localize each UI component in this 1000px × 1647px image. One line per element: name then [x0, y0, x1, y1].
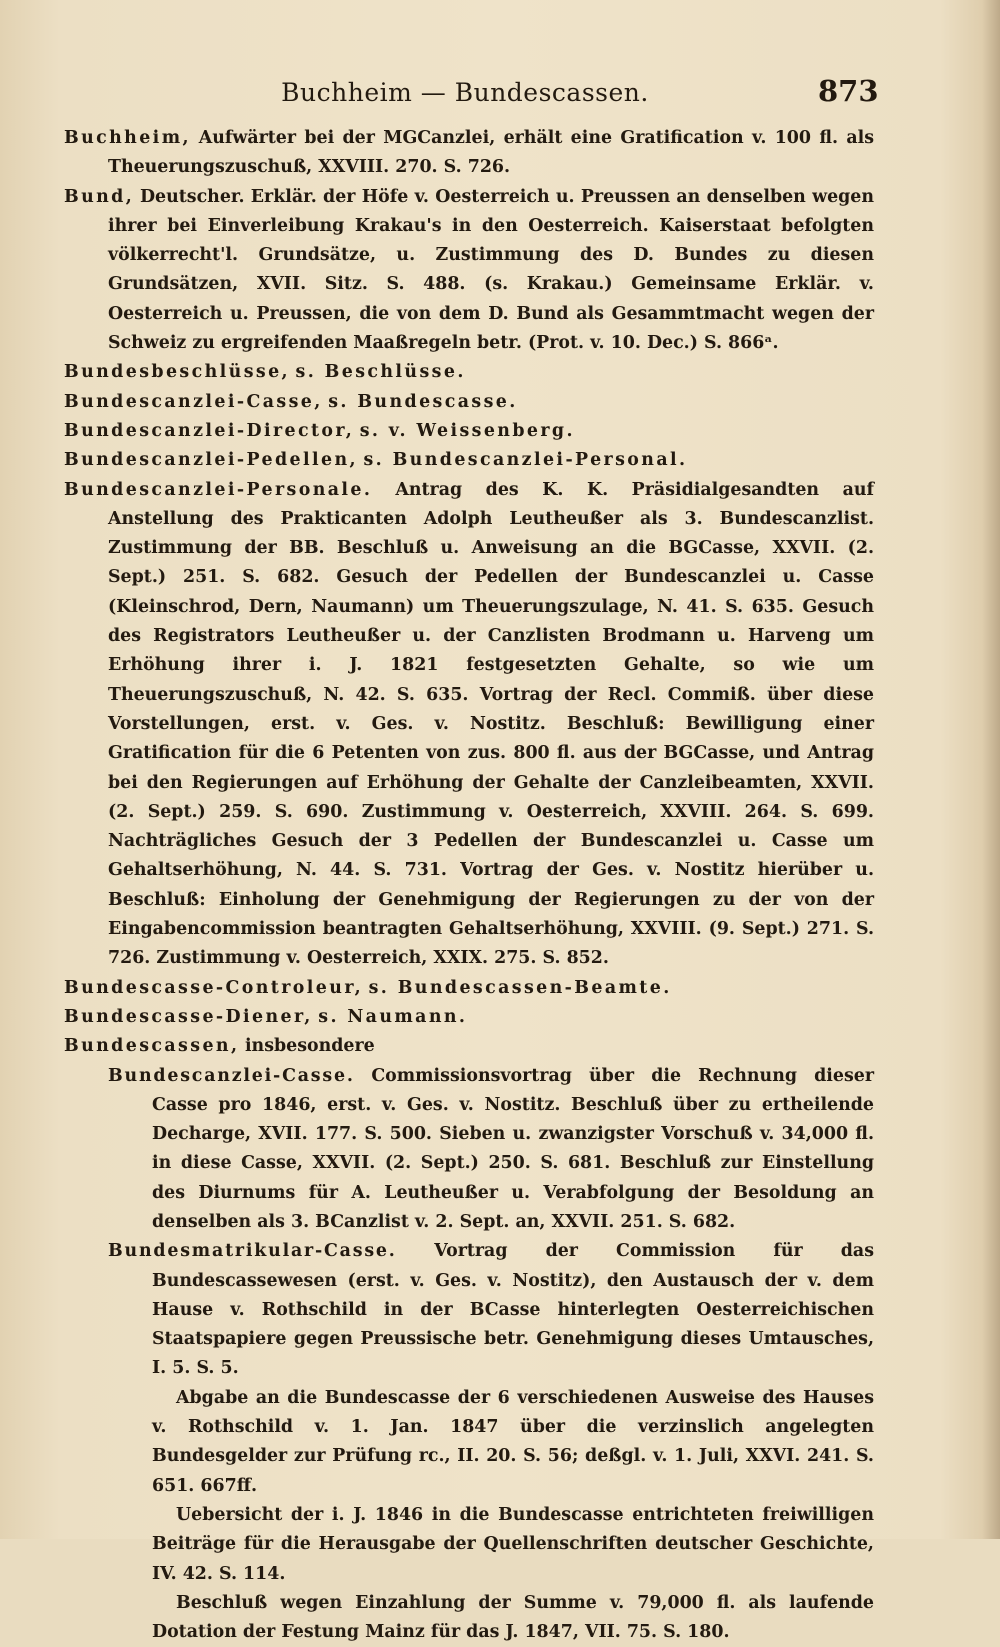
- page-header: [0, 74, 1000, 120]
- entry-headword: Bundescanzlei-Director,: [64, 420, 355, 441]
- entry-text: s. Naumann.: [318, 1006, 468, 1027]
- index-paragraph: Uebersicht der i. J. 1846 in die Bundescasse entrichteten freiwilligen Beiträge für die Herausgabe der Quellenschriften deutscher Geschichte, IV. 42. S. 114.: [152, 1504, 874, 1584]
- entry-headword: Bund,: [64, 186, 135, 207]
- entry-text: s. Bundescassen-Beamte.: [368, 977, 672, 998]
- entry-headword: Bundesbeschlüsse,: [64, 362, 290, 383]
- index-paragraph: Beschluß wegen Einzahlung der Summe v. 79,000 fl. als laufende Dotation der Festung Mainz für das J. 1847, VII. 75. S. 180.: [152, 1592, 874, 1643]
- index-subentry: [108, 1062, 874, 1238]
- index-entry: [64, 974, 874, 1003]
- index-entry: [64, 183, 874, 359]
- index-content: [64, 124, 874, 1647]
- entry-text: s. Beschlüsse.: [295, 362, 466, 383]
- index-paragraph: Abgabe an die Bundescasse der 6 verschiedenen Ausweise des Hauses v. Rothschild v. 1. Jan. 1847 über die verzinslich angelegten Bundesgelder zur Prüfung rc., II. 20. S. 56; deßgl. v. 1. Juli, XXVI. 241. S. 651. 667ff.: [152, 1387, 874, 1496]
- subentry-text: Vortrag der Commission für das Bundescassewesen (erst. v. Ges. v. Nostitz), den Austausch der v. dem Hause v. Rothschild in der BCasse hinterlegten Oesterreichischen Staatspapiere gegen Preussische betr. Genehmigung dieses Umtausches, I. 5. S. 5.: [152, 1241, 874, 1379]
- entry-headword: Bundescassen,: [64, 1036, 240, 1057]
- entry-headword: Bundescanzlei-Personale.: [64, 479, 373, 500]
- index-entry: [64, 1003, 874, 1032]
- entry-text: Deutscher. Erklär. der Höfe v. Oesterreich u. Preussen an denselben wegen ihrer bei Einverleibung Krakau's in den Oesterreich. Kaiserstaat befolgten völkerrecht'l. Grundsätze, u. Zustimmung des D. Bundes zu diesen Grundsätzen, XVII. Sitz. S. 488. (s. Krakau.) Gemeinsame Erklär. v. Oesterreich u. Preussen, die von dem D. Bund als Gesammtmacht wegen der Schweiz zu ergreifenden Maaßregeln betr. (Prot. v. 10. Dec.) S. 866ᵃ.: [108, 186, 874, 354]
- entry-headword: Bundescanzlei-Pedellen,: [64, 450, 358, 471]
- entry-text: s. Bundescanzlei-Personal.: [363, 450, 688, 471]
- entry-headword: Bundescasse-Controleur,: [64, 977, 364, 998]
- running-title: Buchheim — Bundescassen.: [281, 78, 649, 107]
- index-entry: [64, 446, 874, 475]
- subentry-headword: Bundesmatrikular-Casse.: [108, 1241, 397, 1262]
- entry-text: Aufwärter bei der MGCanzlei, erhält eine Gratification v. 100 fl. als Theuerungszuschuß, XXVIII. 270. S. 726.: [108, 128, 875, 178]
- entry-text: s. Bundescasse.: [328, 391, 518, 412]
- subentry-text: Commissionsvortrag über die Rechnung dieser Casse pro 1846, erst. v. Ges. v. Nostitz. Beschluß über zu ertheilende Decharge, XVII. 177. S. 500. Sieben u. zwanzigster Vorschuß v. 34,000 fl. in diese Casse, XXVII. (2. Sept.) 250. S. 681. Beschluß zur Einstellung des Diurnums für A. Leutheußer u. Verabfolgung der Besoldung an denselben als 3. BCanzlist v. 2. Sept. an, XXVII. 251. S. 682.: [152, 1065, 874, 1232]
- subentry-headword: Bundescanzlei-Casse.: [108, 1065, 355, 1086]
- entry-headword: Bundescanzlei-Casse,: [64, 391, 323, 412]
- entry-text: Antrag des K. K. Präsidialgesandten auf Anstellung des Prakticanten Adolph Leutheußer als 3. Bundescanzlist. Zustimmung der BB. Beschluß u. Anweisung an die BGCasse, XXVII. (2. Sept.) 251. S. 682. Gesuch der Pedellen der Bundescanzlei u. Casse (Kleinschrod, Dern, Naumann) um Theuerungszulage, N. 41. S. 635. Gesuch des Registrators Leutheußer u. der Canzlisten Brodmann u. Harveng um Erhöhung ihrer i. J. 1821 festgesetzten Gehalte, so wie um Theuerungszuschuß, N. 42. S. 635. Vortrag der Recl. Commiß. über diese Vorstellungen, erst. v. Ges. v. Nostitz. Beschluß: Bewilligung einer Gratification für die 6 Petenten von zus. 800 fl. aus der BGCasse, und Antrag bei den Regierungen auf Erhöhung der Gehalte der Canzleibeamten, XXVII. (2. Sept.) 259. S. 690. Zustimmung v. Oesterreich, XXVIII. 264. S. 699. Nachträgliches Gesuch der 3 Pedellen der Bundescanzlei u. Casse um Gehaltserhöhung, N. 44. S. 731. Vortrag der Ges. v. Nostitz hierüber u. Beschluß: Einholung der Genehmigung der Regierungen zu der von der Eingabencommission beantragten Gehaltserhöhung, XXVIII. (9. Sept.) 271. S. 726. Zustimmung v. Oesterreich, XXIX. 275. S. 852.: [108, 479, 875, 969]
- page-number: 873: [818, 74, 879, 108]
- index-entry: [64, 1032, 874, 1061]
- index-entry: [64, 476, 874, 974]
- entry-headword: Bundescasse-Diener,: [64, 1006, 313, 1027]
- index-entry: [64, 417, 874, 446]
- index-entry: [64, 124, 874, 183]
- entry-headword: Buchheim,: [64, 128, 191, 148]
- entry-text: insbesondere: [244, 1036, 375, 1057]
- entry-text: s. v. Weissenberg.: [359, 420, 575, 441]
- index-entry: [64, 358, 874, 387]
- index-subentry: [108, 1237, 874, 1383]
- index-entry: [64, 388, 874, 417]
